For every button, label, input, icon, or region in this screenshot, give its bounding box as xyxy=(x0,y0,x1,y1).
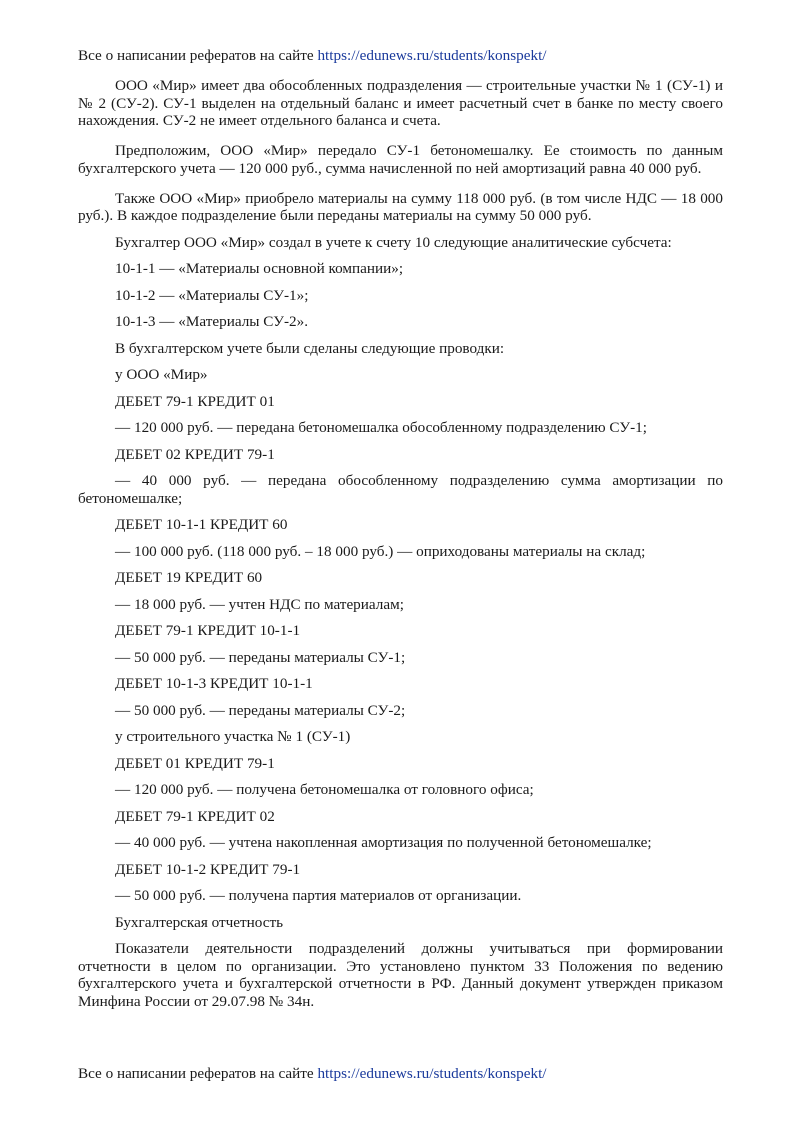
entry-debit-credit-2: ДЕБЕТ 02 КРЕДИТ 79-1 xyxy=(115,445,275,463)
subaccount-line-1: 10-1-1 — «Материалы основной компании»; xyxy=(115,260,404,277)
entry-description-1: — 120 000 руб. — передана бетономешалка обособленному подразделению СУ-1; xyxy=(115,419,647,436)
footer-text: Все о написании рефератов на сайте xyxy=(78,1065,318,1082)
entry-debit-credit-7: ДЕБЕТ 01 КРЕДИТ 79-1 xyxy=(115,754,275,772)
entry-description-5: — 50 000 руб. — переданы материалы СУ-1; xyxy=(115,648,406,666)
footer-link[interactable]: https://edunews.ru/students/konspekt/ xyxy=(317,1065,547,1082)
paragraph-4: Бухгалтер ООО «Мир» создал в учете к счету 10 следующие аналитические субсчета: xyxy=(115,233,672,251)
entry-description-2: — 40 000 руб. — передана обособленному подразделению сумма амортизации по бетономешалке; xyxy=(78,472,723,507)
section-reporting: Бухгалтерская отчетность xyxy=(115,913,284,931)
paragraph-3: Также ООО «Мир» приобрело материалы на сумму 118 000 руб. (в том числе НДС — 18 000 руб.). В каждое подразделение были переданы материалы на сумму 50 000 руб. xyxy=(78,189,723,224)
entry-debit-credit-1: ДЕБЕТ 79-1 КРЕДИТ 01 xyxy=(115,392,275,410)
paragraph-reporting: Показатели деятельности подразделений должны учитываться при формировании отчетности в целом по организации. Это установлено пунктом 33 Положения по ведению бухгалтерского учета и бухгалтерской отчетности в РФ. Данный документ утвержден приказом Минфина России от 29.07.98 № 34н. xyxy=(78,940,723,1010)
header-link[interactable]: https://edunews.ru/students/konspekt/ xyxy=(317,47,547,64)
entry-description-3: — 100 000 руб. (118 000 руб. – 18 000 руб.) — оприходованы материалы на склад; xyxy=(115,542,646,560)
section-su1: у строительного участка № 1 (СУ-1) xyxy=(115,728,351,745)
entry-debit-credit-3: ДЕБЕТ 10-1-1 КРЕДИТ 60 xyxy=(115,516,288,533)
entry-debit-credit-5: ДЕБЕТ 79-1 КРЕДИТ 10-1-1 xyxy=(115,622,301,639)
page-footer xyxy=(78,1064,547,1084)
entry-description-4: — 18 000 руб. — учтен НДС по материалам; xyxy=(115,595,404,613)
subaccount-line-2: 10-1-2 — «Материалы СУ-1»; xyxy=(115,286,309,304)
subaccount-line-3: 10-1-3 — «Материалы СУ-2». xyxy=(115,313,308,330)
paragraph-2: Предположим, ООО «Мир» передало СУ-1 бетономешалку. Ее стоимость по данным бухгалтерского учета — 120 000 руб., сумма начисленной по ней амортизаций равна 40 000 руб. xyxy=(78,142,723,177)
entry-description-8: — 40 000 руб. — учтена накопленная амортизация по полученной бетономешалке; xyxy=(115,834,652,851)
entry-description-9: — 50 000 руб. — получена партия материалов от организации. xyxy=(115,887,522,904)
section-company: у ООО «Мир» xyxy=(115,366,208,383)
entry-debit-credit-6: ДЕБЕТ 10-1-3 КРЕДИТ 10-1-1 xyxy=(115,675,313,692)
entry-description-6: — 50 000 руб. — переданы материалы СУ-2; xyxy=(115,701,406,719)
header-text: Все о написании рефератов на сайте xyxy=(78,47,318,64)
paragraph-1: ООО «Мир» имеет два обособленных подразделения — строительные участки № 1 (СУ-1) и № 2 (СУ-2). СУ-1 выделен на отдельный баланс и имеет расчетный счет в банке по месту своего нахождения. СУ-2 не имеет отдельного баланса и счета. xyxy=(78,77,723,129)
page-header xyxy=(78,46,723,66)
document-page xyxy=(78,46,723,1010)
entry-debit-credit-4: ДЕБЕТ 19 КРЕДИТ 60 xyxy=(115,569,263,586)
entry-debit-credit-8: ДЕБЕТ 79-1 КРЕДИТ 02 xyxy=(115,807,275,825)
entry-description-7: — 120 000 руб. — получена бетономешалка от головного офиса; xyxy=(115,781,534,798)
entry-debit-credit-9: ДЕБЕТ 10-1-2 КРЕДИТ 79-1 xyxy=(115,860,301,878)
entries-intro: В бухгалтерском учете были сделаны следующие проводки: xyxy=(115,339,505,357)
